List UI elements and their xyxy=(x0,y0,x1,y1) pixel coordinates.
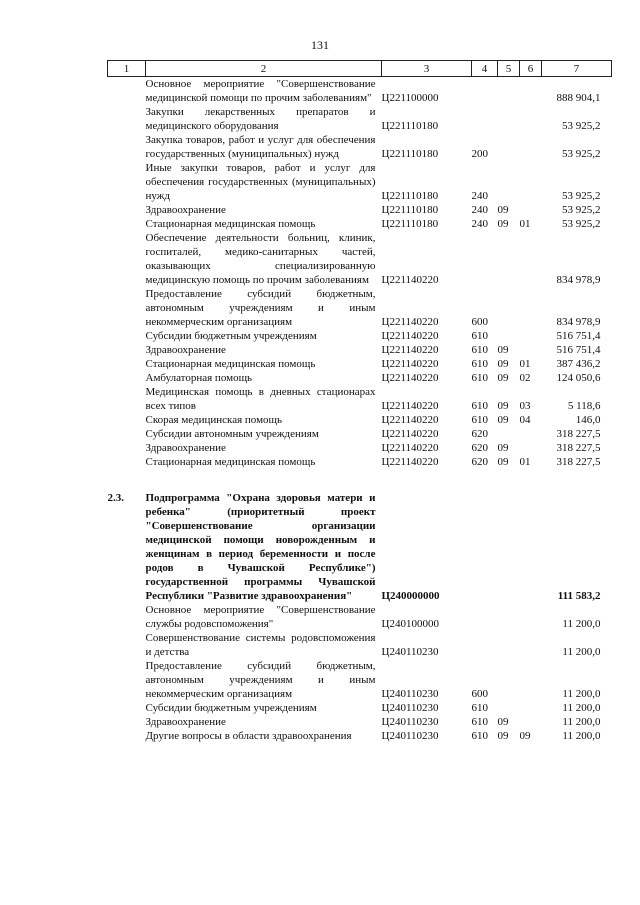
row-name: Основное мероприятие "Совершенствование медицинской помощи по прочим заболеваниям" xyxy=(145,78,376,104)
row-name: Подпрограмма "Охрана здоровья матери и ребенка" (приоритетный проект "Совершенствование организации медицинской помощи новорожденным и женщинам в период беременности и после родов в Чувашской Республике") государственной программы Чувашской Республики "Развитие здравоохранения" xyxy=(145,492,376,602)
row-expense-type: 610 xyxy=(471,400,488,412)
row-number xyxy=(108,603,146,631)
row-expense-type: 620 xyxy=(471,456,488,468)
row-section xyxy=(498,427,520,441)
row-subsection: 01 xyxy=(519,456,531,468)
row-section: 09 xyxy=(497,730,509,742)
row-name: Предоставление субсидий бюджетным, автономным учреждениям и иным некоммерческим организациям xyxy=(145,660,376,700)
row-number xyxy=(108,427,146,441)
row-name: Обеспечение деятельности больниц, клиник, госпиталей, медико-санитарных частей, оказывающих специализированную медицинскую помощь по прочим заболеваниям xyxy=(145,232,376,286)
row-amount: 318 227,5 xyxy=(556,456,601,468)
row-code: Ц221110180 xyxy=(381,190,439,202)
header-col-7: 7 xyxy=(542,61,612,77)
row-section xyxy=(498,329,520,343)
table-row xyxy=(108,203,612,217)
table-row xyxy=(108,161,612,203)
row-amount: 111 583,2 xyxy=(557,590,601,602)
row-expense-type: 620 xyxy=(471,442,488,454)
row-number xyxy=(108,161,146,203)
row-section xyxy=(498,133,520,161)
row-amount: 53 925,2 xyxy=(562,120,601,132)
row-amount: 11 200,0 xyxy=(562,716,601,728)
row-name: Основное мероприятие "Совершенствование службы родовспоможения" xyxy=(145,604,376,630)
row-code: Ц221110180 xyxy=(381,148,439,160)
row-expense-type: 610 xyxy=(471,730,488,742)
row-code: Ц221140220 xyxy=(381,274,439,286)
row-amount: 834 978,9 xyxy=(556,316,601,328)
row-amount: 318 227,5 xyxy=(556,442,601,454)
row-number xyxy=(108,385,146,413)
row-number xyxy=(108,441,146,455)
row-number xyxy=(108,77,146,106)
table-row xyxy=(108,231,612,287)
row-code: Ц221140220 xyxy=(381,414,439,426)
row-amount: 124 050,6 xyxy=(556,372,601,384)
row-subsection xyxy=(520,441,542,455)
row-subsection xyxy=(520,715,542,729)
table-row xyxy=(108,455,612,469)
row-name: Скорая медицинская помощь xyxy=(145,414,283,426)
row-expense-type: 610 xyxy=(471,344,488,356)
row-section xyxy=(498,701,520,715)
row-number xyxy=(108,287,146,329)
table-row xyxy=(108,413,612,427)
row-amount: 387 436,2 xyxy=(556,358,601,370)
row-amount: 53 925,2 xyxy=(562,190,601,202)
row-expense-type: 620 xyxy=(471,428,488,440)
row-number xyxy=(108,413,146,427)
header-col-4: 4 xyxy=(472,61,498,77)
table-row xyxy=(108,659,612,701)
row-number xyxy=(108,715,146,729)
row-code: Ц240000000 xyxy=(381,590,440,602)
row-amount: 53 925,2 xyxy=(562,218,601,230)
table-row xyxy=(108,603,612,631)
row-code: Ц240110230 xyxy=(381,688,439,700)
row-number xyxy=(108,455,146,469)
row-subsection xyxy=(520,105,542,133)
row-number xyxy=(108,631,146,659)
row-amount: 516 751,4 xyxy=(556,344,601,356)
row-name: Здравоохранение xyxy=(145,344,226,356)
row-name: Здравоохранение xyxy=(145,716,226,728)
row-subsection xyxy=(520,491,542,603)
row-expense-type: 600 xyxy=(471,688,488,700)
table-row xyxy=(108,133,612,161)
row-name: Стационарная медицинская помощь xyxy=(145,358,316,370)
row-subsection xyxy=(520,203,542,217)
row-name: Медицинская помощь в дневных стационарах всех типов xyxy=(145,386,376,412)
row-subsection xyxy=(520,659,542,701)
row-code: Ц221140220 xyxy=(381,442,439,454)
row-amount: 53 925,2 xyxy=(562,148,601,160)
row-code: Ц221110180 xyxy=(381,204,439,216)
row-expense-type: 610 xyxy=(471,702,488,714)
row-number xyxy=(108,659,146,701)
table-row xyxy=(108,287,612,329)
row-code: Ц240110230 xyxy=(381,702,439,714)
row-subsection: 03 xyxy=(519,400,531,412)
row-name: Закупки лекарственных препаратов и медицинского оборудования xyxy=(145,106,376,132)
row-subsection xyxy=(520,343,542,357)
budget-table xyxy=(107,60,612,743)
row-subsection xyxy=(520,77,542,106)
row-code: Ц221110180 xyxy=(381,120,439,132)
row-name: Закупка товаров, работ и услуг для обеспечения государственных (муниципальных) нужд xyxy=(145,134,376,160)
row-amount: 146,0 xyxy=(575,414,601,426)
row-subsection xyxy=(520,329,542,343)
row-code: Ц221140220 xyxy=(381,400,439,412)
row-name: Стационарная медицинская помощь xyxy=(145,218,316,230)
row-section: 09 xyxy=(497,716,509,728)
header-col-3: 3 xyxy=(382,61,472,77)
header-col-2: 2 xyxy=(146,61,382,77)
row-name: Субсидии автономным учреждениям xyxy=(145,428,319,440)
header-col-5: 5 xyxy=(498,61,520,77)
row-section: 09 xyxy=(497,456,509,468)
row-amount: 11 200,0 xyxy=(562,702,601,714)
row-expense-type xyxy=(472,603,498,631)
row-section: 09 xyxy=(497,218,509,230)
row-name: Совершенствование системы родовспоможения и детства xyxy=(145,632,376,658)
table-row xyxy=(108,729,612,743)
row-code: Ц221140220 xyxy=(381,344,439,356)
row-code: Ц221140220 xyxy=(381,428,439,440)
row-code: Ц240110230 xyxy=(381,716,439,728)
row-section: 09 xyxy=(497,442,509,454)
row-number xyxy=(108,133,146,161)
row-name: Стационарная медицинская помощь xyxy=(145,456,316,468)
row-section xyxy=(498,603,520,631)
row-number: 2.3. xyxy=(107,492,124,504)
row-section: 09 xyxy=(497,204,509,216)
row-section xyxy=(498,631,520,659)
row-amount: 11 200,0 xyxy=(562,618,601,630)
row-code: Ц221100000 xyxy=(381,92,439,104)
row-expense-type: 610 xyxy=(471,716,488,728)
row-subsection xyxy=(520,427,542,441)
row-expense-type: 610 xyxy=(471,358,488,370)
table-row xyxy=(108,77,612,106)
row-number xyxy=(108,357,146,371)
row-expense-type xyxy=(472,231,498,287)
row-number xyxy=(108,231,146,287)
row-code: Ц240110230 xyxy=(381,730,439,742)
row-subsection: 01 xyxy=(519,218,531,230)
table-row xyxy=(108,385,612,413)
table-row xyxy=(108,343,612,357)
row-number xyxy=(108,105,146,133)
row-name: Субсидии бюджетным учреждениям xyxy=(145,702,317,714)
row-name: Амбулаторная помощь xyxy=(145,372,253,384)
row-expense-type: 610 xyxy=(471,414,488,426)
table-row xyxy=(108,715,612,729)
row-expense-type: 610 xyxy=(471,372,488,384)
row-code: Ц221140220 xyxy=(381,330,439,342)
row-code: Ц240110230 xyxy=(381,646,439,658)
table-row xyxy=(108,441,612,455)
table-row xyxy=(108,329,612,343)
row-subsection xyxy=(520,631,542,659)
row-expense-type: 200 xyxy=(471,148,488,160)
row-subsection xyxy=(520,287,542,329)
row-name: Другие вопросы в области здравоохранения xyxy=(145,730,352,742)
row-name: Здравоохранение xyxy=(145,442,226,454)
row-amount: 11 200,0 xyxy=(562,646,601,658)
row-code: Ц221140220 xyxy=(381,358,439,370)
row-section: 09 xyxy=(497,344,509,356)
row-section xyxy=(498,491,520,603)
table-row xyxy=(108,371,612,385)
row-amount: 516 751,4 xyxy=(556,330,601,342)
row-section xyxy=(498,287,520,329)
table-row xyxy=(108,427,612,441)
row-expense-type xyxy=(472,77,498,106)
row-name: Предоставление субсидий бюджетным, автономным учреждениям и иным некоммерческим организациям xyxy=(145,288,376,328)
row-name: Здравоохранение xyxy=(145,204,226,216)
row-code: Ц221140220 xyxy=(381,372,439,384)
row-subsection xyxy=(520,161,542,203)
table-row xyxy=(108,357,612,371)
table-row xyxy=(108,701,612,715)
table-row xyxy=(108,631,612,659)
row-subsection xyxy=(520,603,542,631)
row-subsection xyxy=(520,701,542,715)
row-amount: 53 925,2 xyxy=(562,204,601,216)
row-amount: 318 227,5 xyxy=(556,428,601,440)
row-section xyxy=(498,231,520,287)
row-number xyxy=(108,701,146,715)
row-amount: 834 978,9 xyxy=(556,274,601,286)
row-code: Ц221140220 xyxy=(381,456,439,468)
table-row xyxy=(108,491,612,603)
row-number xyxy=(108,329,146,343)
row-name: Иные закупки товаров, работ и услуг для обеспечения государственных (муниципальных) нужд xyxy=(145,162,376,202)
row-amount: 5 118,6 xyxy=(567,400,601,412)
table-body xyxy=(108,77,612,744)
row-expense-type xyxy=(472,631,498,659)
row-section xyxy=(498,105,520,133)
row-section xyxy=(498,659,520,701)
row-number xyxy=(108,343,146,357)
table-row xyxy=(108,105,612,133)
row-spacer xyxy=(108,469,612,491)
row-amount: 888 904,1 xyxy=(556,92,601,104)
row-subsection: 09 xyxy=(519,730,531,742)
row-subsection: 01 xyxy=(519,358,531,370)
row-section: 09 xyxy=(497,414,509,426)
row-expense-type xyxy=(472,105,498,133)
row-subsection xyxy=(520,133,542,161)
row-number xyxy=(108,371,146,385)
row-code: Ц221110180 xyxy=(381,218,439,230)
row-name: Субсидии бюджетным учреждениям xyxy=(145,330,317,342)
table-header xyxy=(108,61,612,77)
row-expense-type xyxy=(472,491,498,603)
row-amount: 11 200,0 xyxy=(562,688,601,700)
row-section xyxy=(498,77,520,106)
row-number xyxy=(108,217,146,231)
row-expense-type: 610 xyxy=(471,330,488,342)
row-subsection xyxy=(520,231,542,287)
row-number xyxy=(108,203,146,217)
row-section xyxy=(498,161,520,203)
row-amount: 11 200,0 xyxy=(562,730,601,742)
row-expense-type: 240 xyxy=(471,204,488,216)
row-subsection: 04 xyxy=(519,414,531,426)
header-col-6: 6 xyxy=(520,61,542,77)
page-number: 131 xyxy=(311,38,329,52)
row-expense-type: 600 xyxy=(471,316,488,328)
row-expense-type: 240 xyxy=(471,218,488,230)
row-code: Ц240100000 xyxy=(381,618,439,630)
row-number xyxy=(108,729,146,743)
header-col-1: 1 xyxy=(108,61,146,77)
row-code: Ц221140220 xyxy=(381,316,439,328)
row-section: 09 xyxy=(497,400,509,412)
table-row xyxy=(108,217,612,231)
row-section: 09 xyxy=(497,358,509,370)
row-expense-type: 240 xyxy=(471,190,488,202)
row-subsection: 02 xyxy=(519,372,531,384)
row-section: 09 xyxy=(497,372,509,384)
